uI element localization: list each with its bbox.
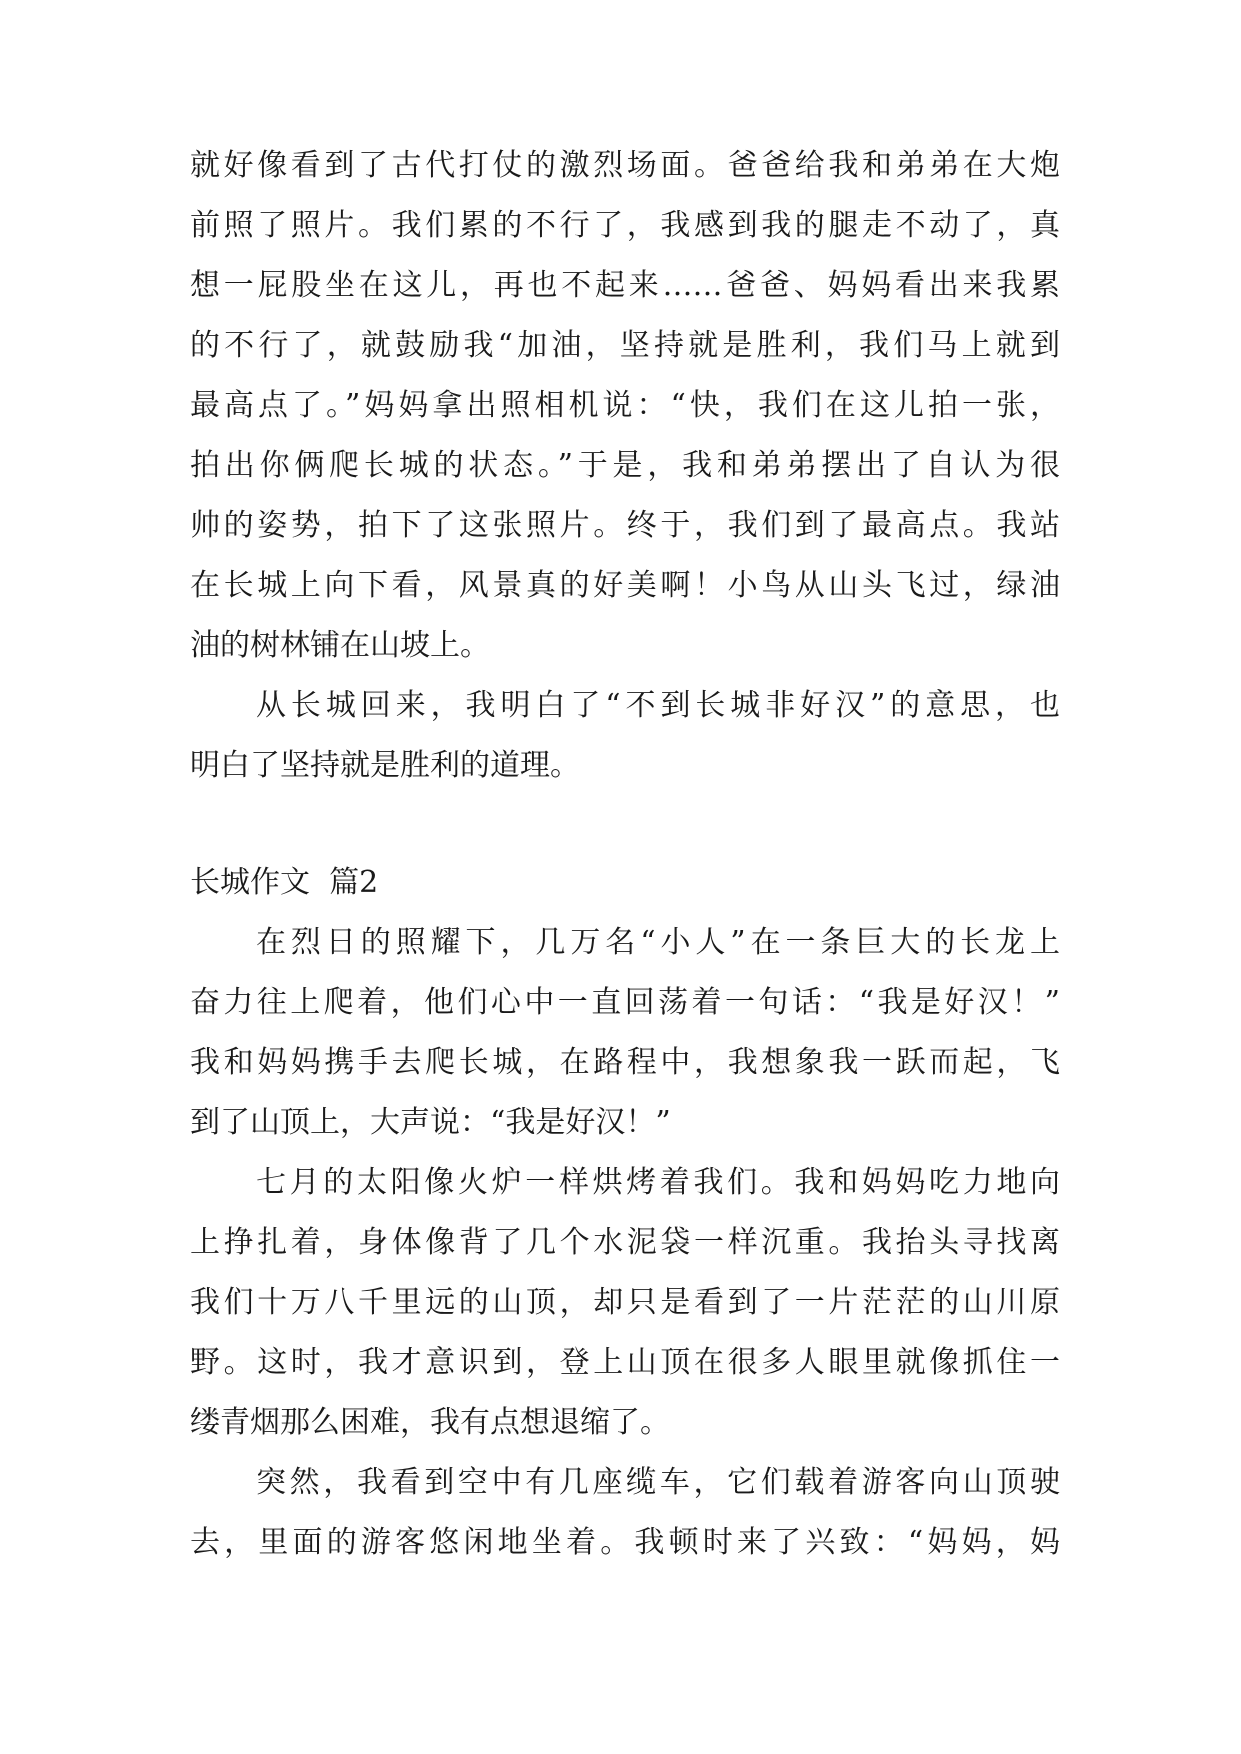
text-line: 我和妈妈携手去爬长城，在路程中，我想象我一跃而起，飞 [190, 1045, 1060, 1080]
text-line: 去，里面的游客悠闲地坐着。我顿时来了兴致：“妈妈，妈 [190, 1525, 1060, 1560]
paragraph-5 [190, 1453, 1060, 1573]
text-line: 的不行了，就鼓励我“加油，坚持就是胜利，我们马上就到 [190, 328, 1060, 363]
text-line: 到了山顶上，大声说：“我是好汉！” [190, 1105, 671, 1140]
text-line: 缕青烟那么困难，我有点想退缩了。 [190, 1405, 670, 1440]
paragraph-4 [190, 1153, 1060, 1453]
text-line: 拍出你俩爬长城的状态。”于是，我和弟弟摆出了自认为很 [190, 448, 1060, 483]
paragraph-3 [190, 913, 1060, 1153]
text-line: 七月的太阳像火炉一样烘烤着我们。我和妈妈吃力地向 [256, 1165, 1060, 1200]
text-line: 野。这时，我才意识到，登上山顶在很多人眼里就像抓住一 [190, 1345, 1060, 1380]
text-line: 前照了照片。我们累的不行了，我感到我的腿走不动了，真 [190, 208, 1060, 243]
text-line: 突然，我看到空中有几座缆车，它们载着游客向山顶驶 [256, 1465, 1060, 1500]
paragraph-2 [190, 676, 1060, 796]
paragraph-1 [190, 136, 1060, 676]
text-line: 最高点了。”妈妈拿出照相机说：“快，我们在这儿拍一张， [190, 388, 1060, 423]
text-line: 从长城回来，我明白了“不到长城非好汉”的意思，也 [256, 688, 1060, 723]
text-line: 帅的姿势，拍下了这张照片。终于，我们到了最高点。我站 [190, 508, 1060, 543]
text-line: 想一屁股坐在这儿，再也不起来……爸爸、妈妈看出来我累 [190, 268, 1060, 303]
text-line: 在长城上向下看，风景真的好美啊！小鸟从山头飞过，绿油 [190, 568, 1060, 603]
section-heading: 长城作文 篇2 [190, 865, 379, 900]
text-line: 我们十万八千里远的山顶，却只是看到了一片茫茫的山川原 [190, 1285, 1060, 1320]
text-line: 上挣扎着，身体像背了几个水泥袋一样沉重。我抬头寻找离 [190, 1225, 1060, 1260]
text-line: 奋力往上爬着，他们心中一直回荡着一句话：“我是好汉！” [190, 985, 1060, 1020]
text-line: 油的树林铺在山坡上。 [190, 628, 490, 663]
text-line: 明白了坚持就是胜利的道理。 [190, 748, 580, 783]
text-line: 就好像看到了古代打仗的激烈场面。爸爸给我和弟弟在大炮 [190, 148, 1060, 183]
text-line: 在烈日的照耀下，几万名“小人”在一条巨大的长龙上 [256, 925, 1060, 960]
